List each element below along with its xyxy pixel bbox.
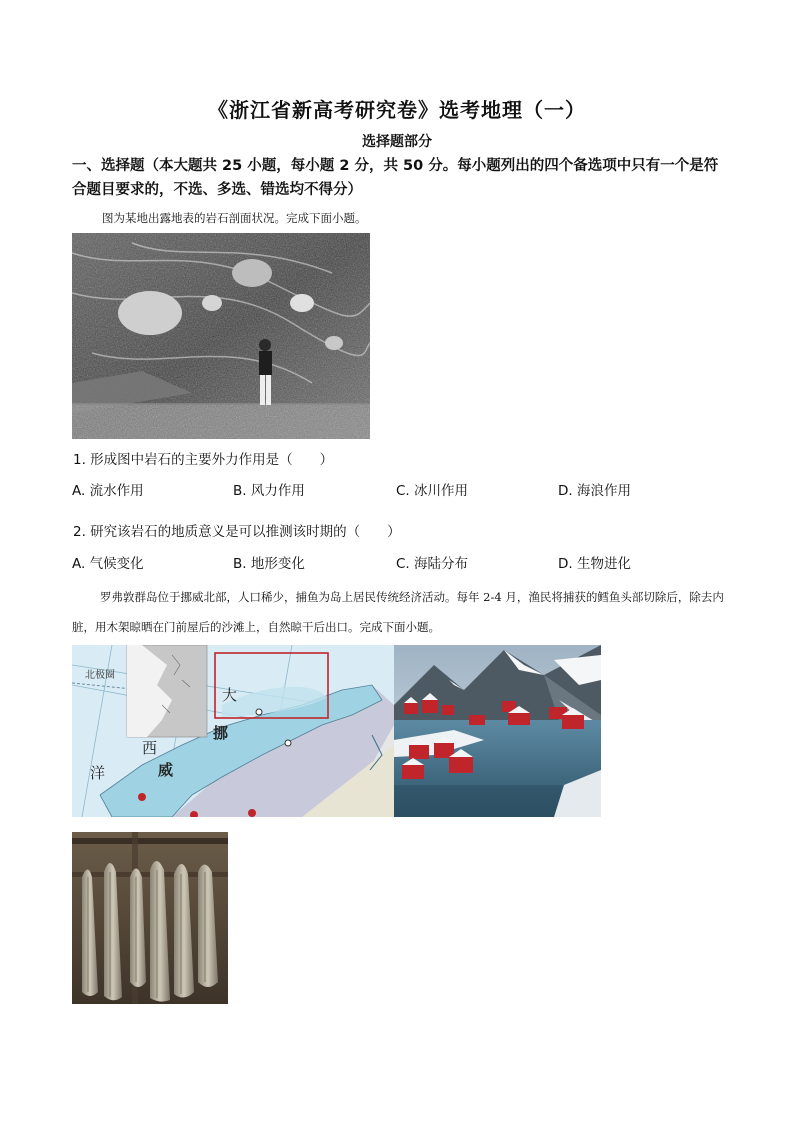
- question-2-option-d[interactable]: D. 生物进化: [558, 556, 631, 572]
- section-heading: 一、选择题（本大题共 25 小题，每小题 2 分，共 50 分。每小题列出的四个备选项中只有一个是符合题目要求的，不选、多选、错选均不得分）: [72, 158, 719, 198]
- page-title: 《浙江省新高考研究卷》选考地理（一）: [208, 98, 586, 122]
- question-1-option-b[interactable]: B. 风力作用: [233, 483, 305, 499]
- question-2-option-c[interactable]: C. 海陆分布: [396, 556, 469, 572]
- map-label-country-2: 威: [158, 761, 174, 779]
- rock-outcrop-photo: [72, 233, 370, 439]
- question-2-option-b[interactable]: B. 地形变化: [233, 556, 305, 572]
- question-1-stem: 1. 形成图中岩石的主要外力作用是（ ）: [73, 452, 334, 468]
- question-1-option-a[interactable]: A. 流水作用: [72, 483, 144, 499]
- map-label-ocean-1: 大: [222, 686, 238, 704]
- group2-passage: 罗弗敦群岛位于挪威北部，人口稀少，捕鱼为岛上居民传统经济活动。每年 2-4 月，渔民将捕获的鳕鱼头部切除后，除去内脏，用木架晾晒在门前屋后的沙滩上，自然晾干后出口。完成下面小题。: [72, 590, 724, 634]
- stockfish-drying-photo: [72, 832, 228, 1004]
- question-1-option-c[interactable]: C. 冰川作用: [396, 483, 469, 499]
- question-2-option-a[interactable]: A. 气候变化: [72, 556, 144, 572]
- norway-map: [72, 645, 394, 817]
- map-label-ocean-3: 洋: [90, 764, 106, 782]
- map-label-arctic-circle: 北极圈: [85, 670, 115, 681]
- question-1-option-d[interactable]: D. 海浪作用: [558, 483, 631, 499]
- fishing-village-photo: [394, 645, 601, 817]
- map-label-ocean-2: 西: [142, 739, 158, 757]
- section-subtitle: 选择题部分: [362, 134, 432, 150]
- question-2-stem: 2. 研究该岩石的地质意义是可以推测该时期的（ ）: [73, 524, 401, 540]
- group1-intro: 图为某地出露地表的岩石剖面状况。完成下面小题。: [102, 211, 367, 225]
- map-label-country-1: 挪: [213, 724, 229, 742]
